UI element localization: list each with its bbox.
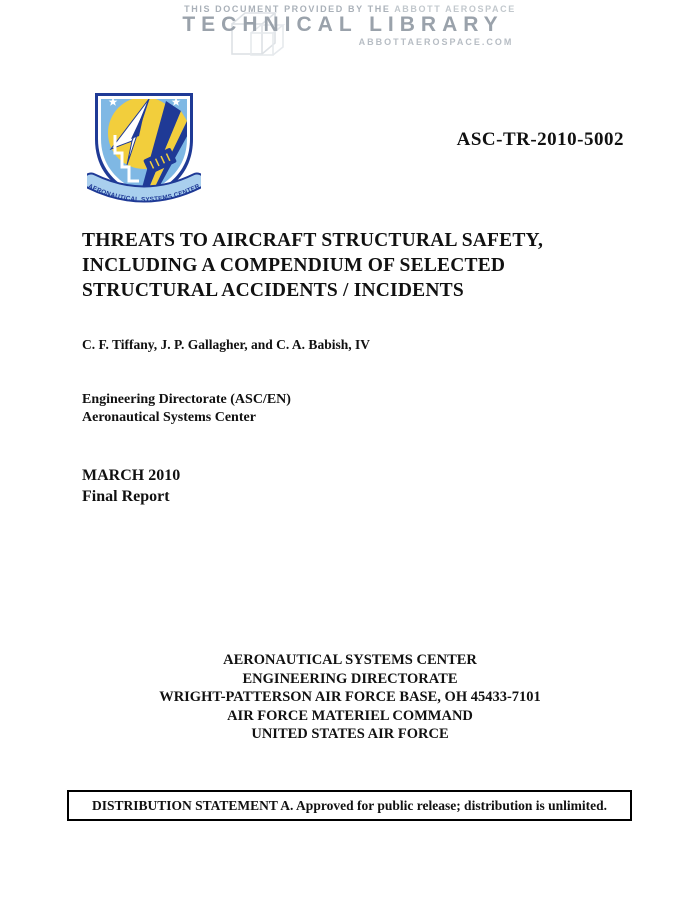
- technical-library-header: [0, 0, 700, 60]
- header-provided-brand: ABBOTT AEROSPACE: [394, 4, 516, 14]
- report-number: ASC-TR-2010-5002: [456, 129, 624, 150]
- report-title-line3: STRUCTURAL ACCIDENTS / INCIDENTS: [82, 280, 464, 301]
- publisher-line-4: AIR FORCE MATERIEL COMMAND: [227, 707, 473, 724]
- authors-line: C. F. Tiffany, J. P. Gallagher, and C. A. Babish, IV: [82, 337, 370, 352]
- report-date: MARCH 2010: [82, 467, 181, 484]
- publisher-line-5: UNITED STATES AIR FORCE: [251, 726, 449, 742]
- logo-banner-text: AERONAUTICAL SYSTEMS CENTER: [87, 182, 201, 204]
- header-provided-prefix: THIS DOCUMENT PROVIDED BY THE: [184, 4, 391, 14]
- distribution-statement-box: [67, 790, 632, 821]
- report-title: [82, 228, 622, 303]
- publisher-line-3: WRIGHT-PATTERSON AIR FORCE BASE, OH 45433-7101: [159, 689, 541, 705]
- header-library-title: TECHNICAL LIBRARY: [182, 13, 504, 36]
- publisher-line-2: ENGINEERING DIRECTORATE: [242, 670, 458, 687]
- report-title-line2: INCLUDING A COMPENDIUM OF SELECTED: [82, 255, 506, 276]
- org-directorate: Engineering Directorate (ASC/EN): [82, 392, 291, 407]
- asc-shield-logo: [87, 89, 201, 205]
- org-center: Aeronautical Systems Center: [82, 409, 256, 425]
- date-block: [82, 465, 180, 507]
- originating-org: [82, 391, 291, 426]
- distribution-statement-text: DISTRIBUTION STATEMENT A. Approved for public release; distribution is unlimited.: [92, 797, 607, 813]
- report-title-line1: THREATS TO AIRCRAFT STRUCTURAL SAFETY,: [82, 230, 544, 251]
- publisher-line-1: AERONAUTICAL SYSTEMS CENTER: [223, 652, 477, 668]
- header-site-text: ABBOTTAEROSPACE.COM: [358, 37, 514, 47]
- report-type: Final Report: [82, 488, 170, 505]
- publisher-block: [0, 651, 700, 744]
